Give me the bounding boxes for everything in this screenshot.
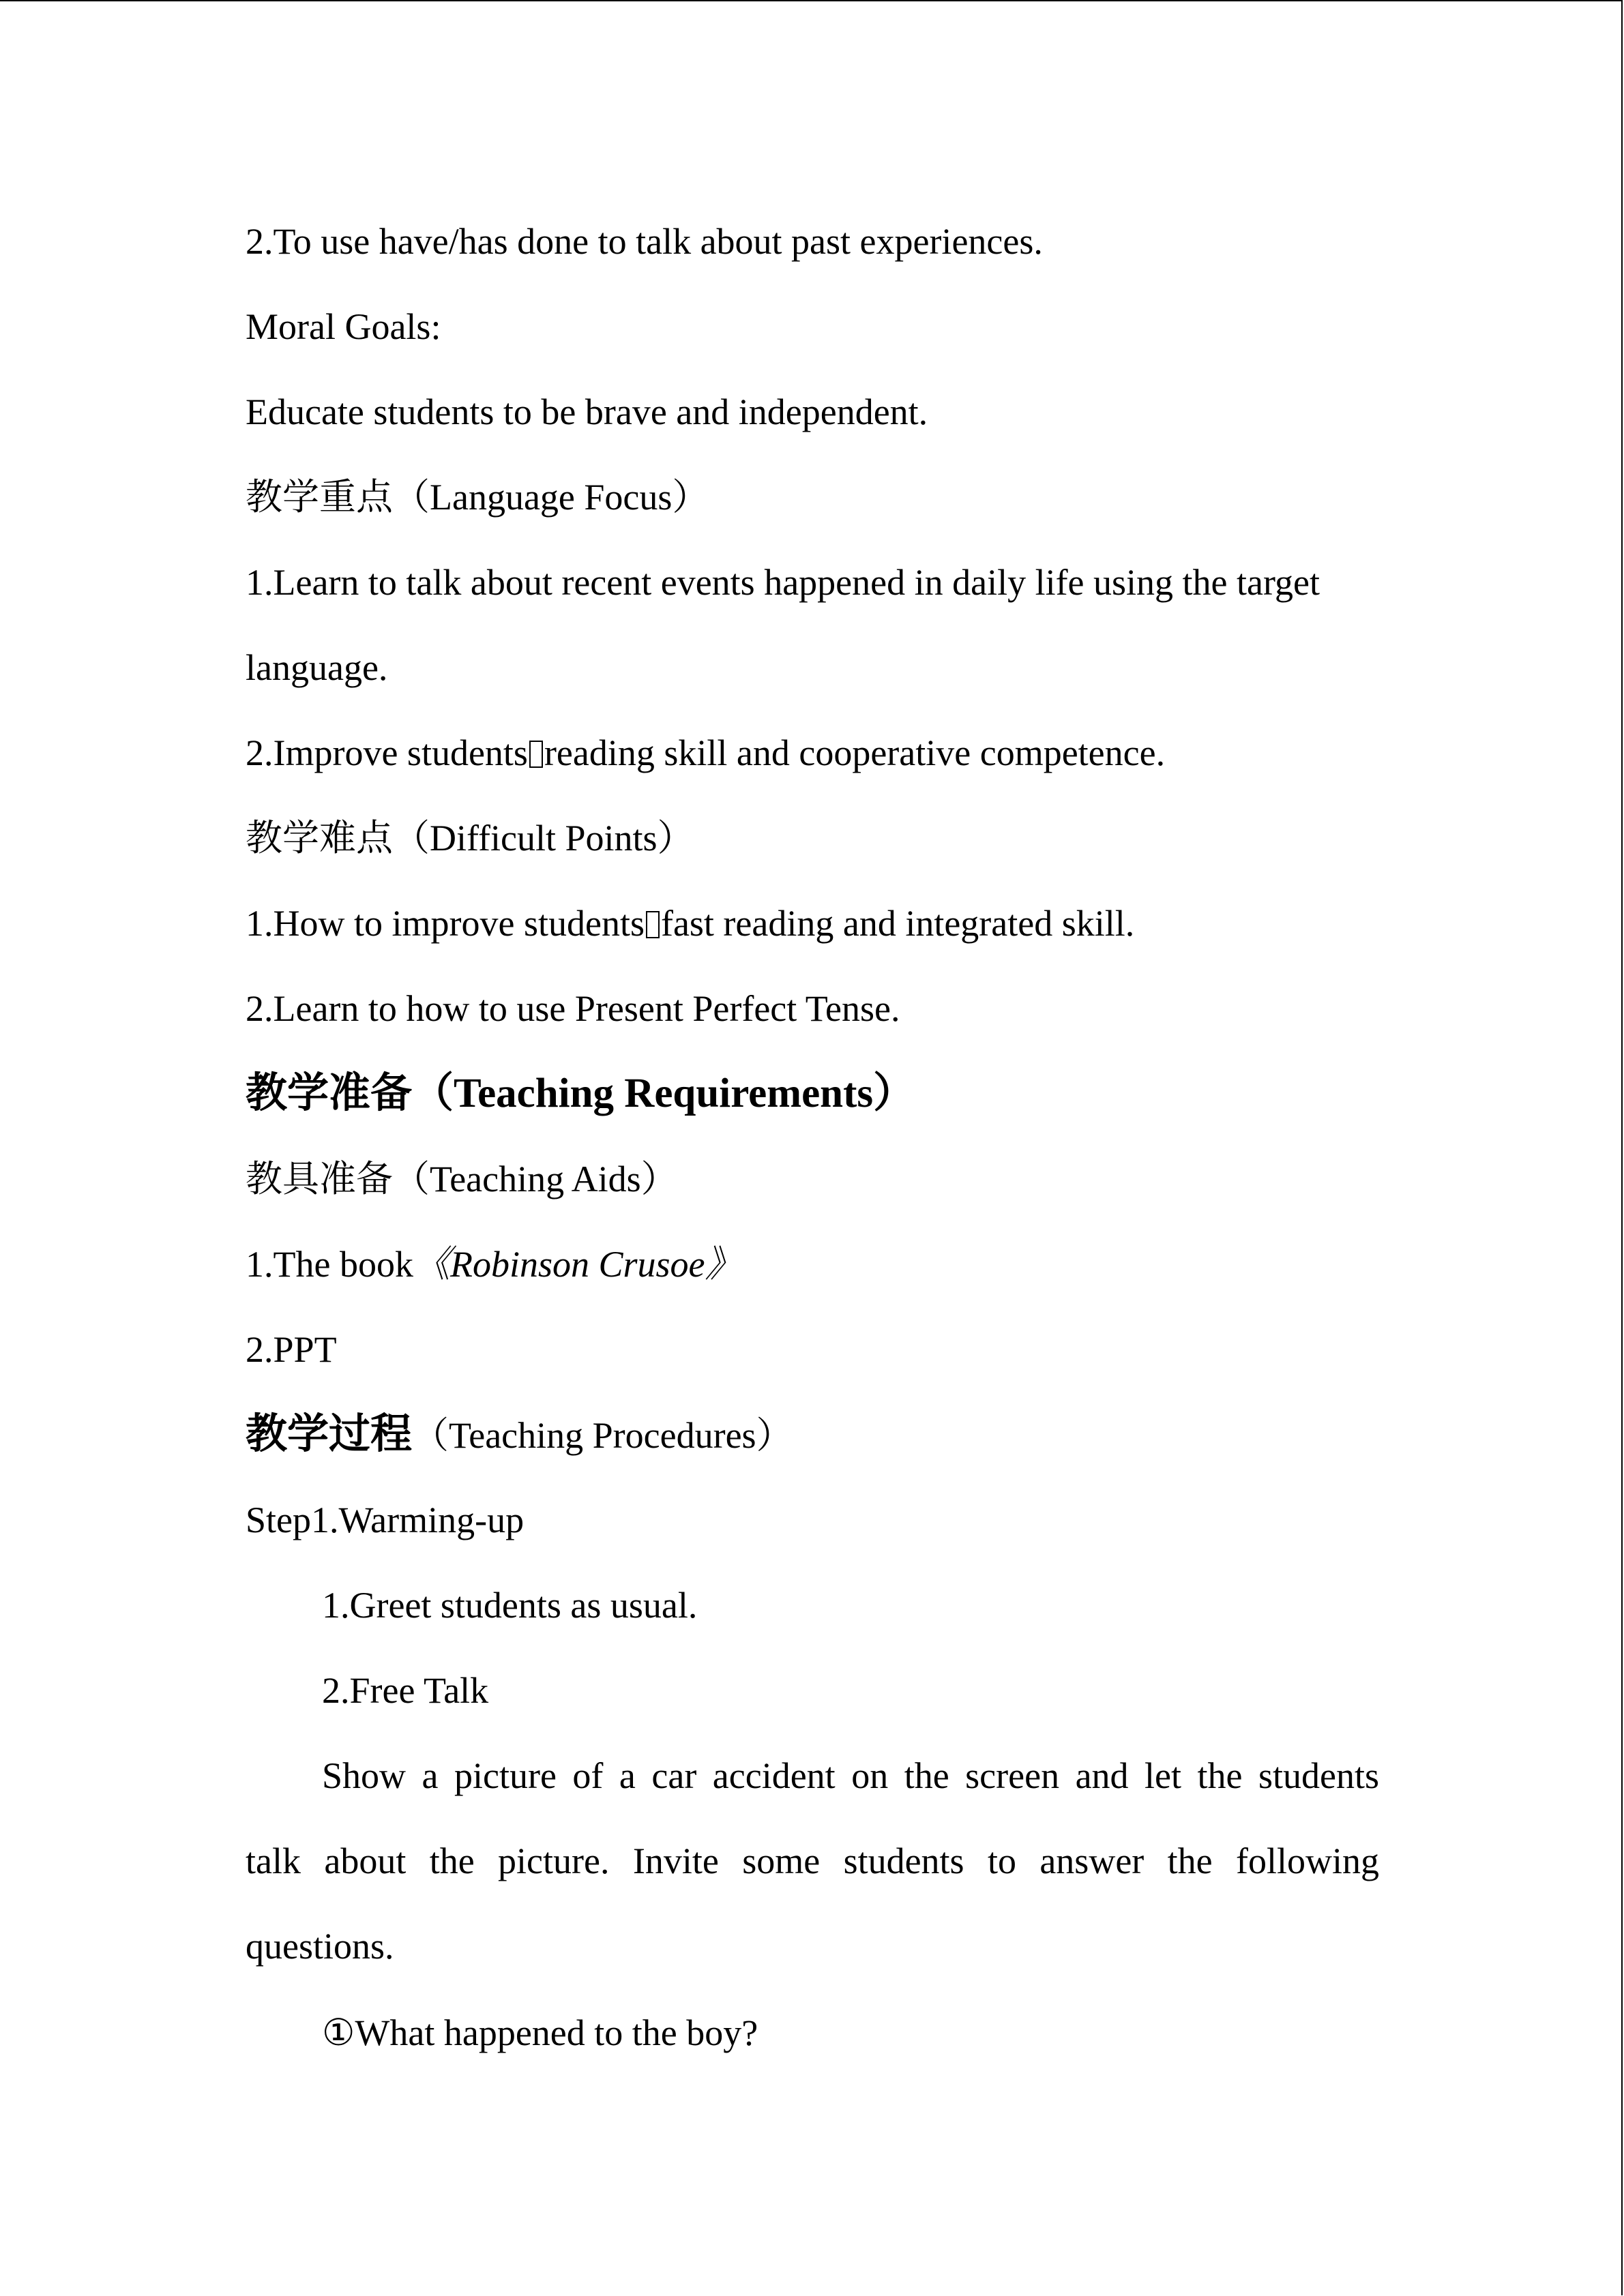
teaching-aids-heading: 教具准备（Teaching Aids） xyxy=(246,1159,678,1199)
moral-goals-text: Educate students to be brave and independent. xyxy=(246,391,928,432)
text-segment: 1.How to improve students xyxy=(246,903,645,944)
teaching-aids-item-2: 2.PPT xyxy=(246,1329,337,1370)
text-segment: reading skill and cooperative competence. xyxy=(544,732,1166,773)
moral-goals-heading: Moral Goals: xyxy=(246,306,441,347)
teaching-aids-item-1 xyxy=(246,1240,1379,1289)
language-focus-item-2 xyxy=(246,728,1379,777)
teaching-requirements-heading: 教学准备（Teaching Requirements） xyxy=(246,1071,915,1116)
missing-glyph-box xyxy=(529,741,543,768)
procedures-cn-label: 教学过程 xyxy=(246,1412,413,1457)
free-talk-paragraph-line-3: questions. xyxy=(246,1926,394,1967)
difficult-points-heading: 教学难点（Difficult Points） xyxy=(246,818,694,859)
text-segment: 1.The book xyxy=(246,1244,413,1285)
language-focus-item-1: 1.Learn to talk about recent events happened in daily life using the target xyxy=(246,562,1320,603)
free-talk-paragraph-line-1: Show a picture of a car accident on the screen and let the students xyxy=(322,1755,1379,1796)
language-focus-item-1-cont: language. xyxy=(246,647,388,688)
text-segment: fast reading and integrated skill. xyxy=(660,903,1135,944)
book-title: 《Robinson Crusoe》 xyxy=(413,1244,742,1285)
free-talk-paragraph-line-2: talk about the picture. Invite some students to answer the following xyxy=(246,1840,1379,1881)
procedures-en-label: （Teaching Procedures） xyxy=(412,1415,793,1456)
language-focus-heading: 教学重点（Language Focus） xyxy=(246,477,709,518)
step1-heading: Step1.Warming-up xyxy=(246,1500,525,1540)
difficult-points-item-2: 2.Learn to how to use Present Perfect Tense. xyxy=(246,988,900,1029)
teaching-procedures-heading xyxy=(246,1410,1379,1460)
goal-line-2: 2.To use have/has done to talk about past experiences. xyxy=(246,221,1043,262)
difficult-points-item-1 xyxy=(246,899,1379,948)
step1-item-1: 1.Greet students as usual. xyxy=(322,1585,698,1626)
question-1: ①What happened to the boy? xyxy=(322,2012,758,2053)
missing-glyph-box xyxy=(646,911,660,938)
step1-item-2: 2.Free Talk xyxy=(322,1670,489,1711)
text-segment: 2.Improve students xyxy=(246,732,528,773)
